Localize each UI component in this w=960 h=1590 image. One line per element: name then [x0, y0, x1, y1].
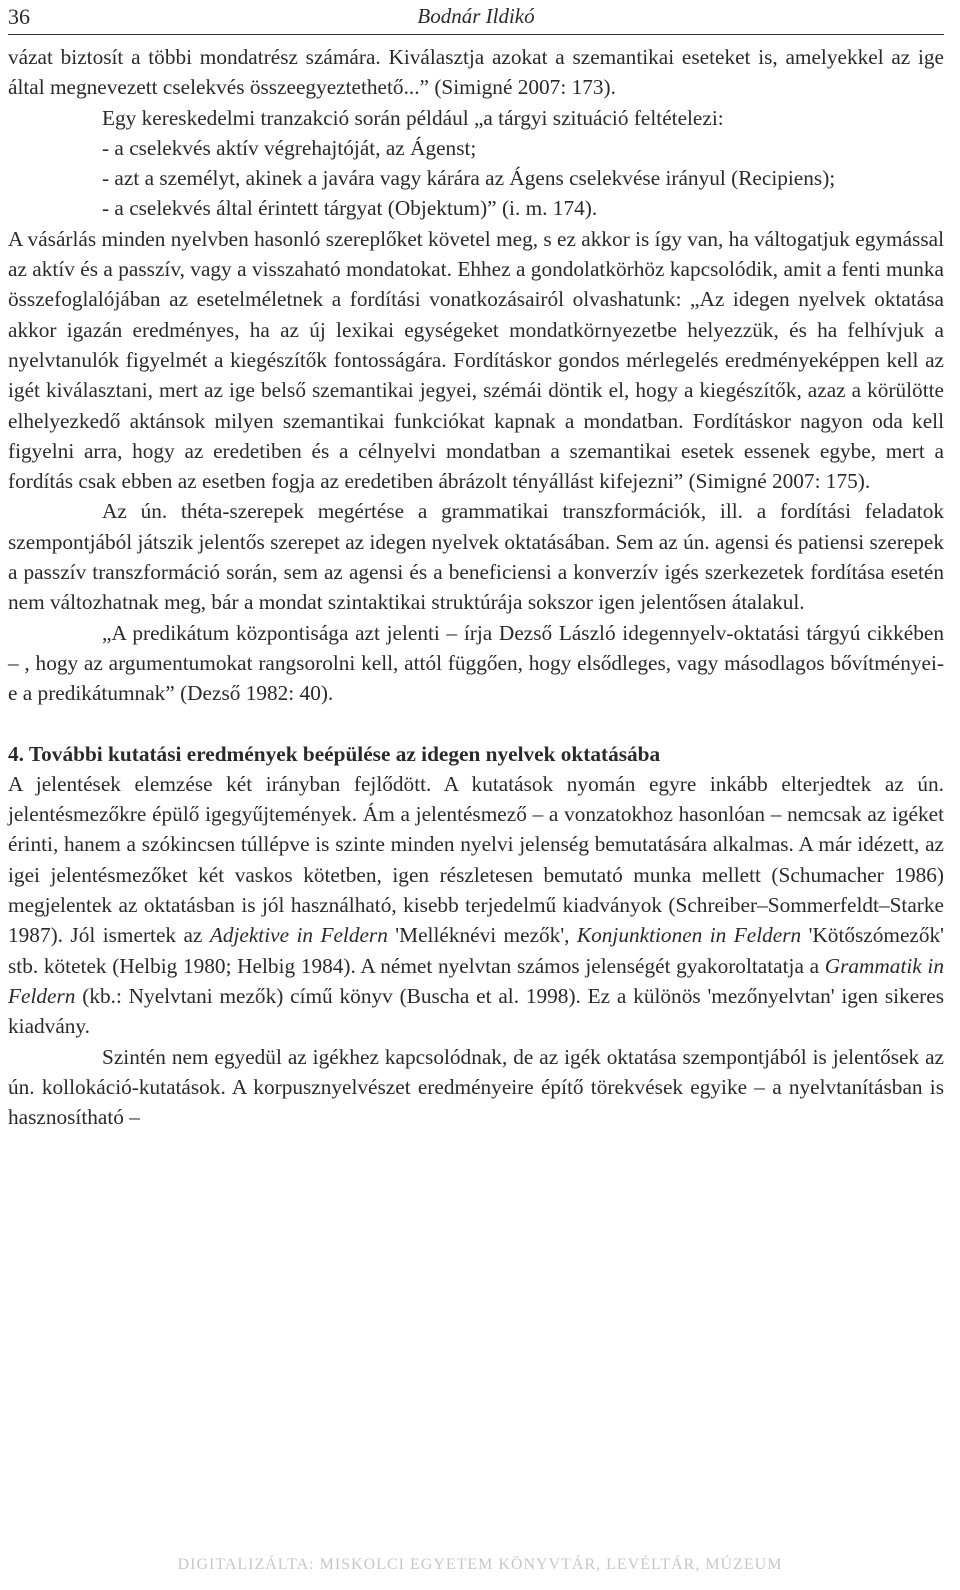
list-item: - azt a személyt, akinek a javára vagy kárára az Ágens cselekvése irányul (Recipiens); — [102, 166, 836, 191]
digitization-watermark: DIGITALIZÁLTA: MISKOLCI EGYETEM KÖNYVTÁR, LEVÉLTÁR, MÚZEUM — [177, 1556, 783, 1573]
paragraph — [8, 769, 944, 1042]
paragraph: A vásárlás minden nyelvben hasonló szereplőket követel meg, s ez akkor is így van, ha váltogatjuk egymással az aktív és a passzív, vagy a visszaható mondatokat. Ehhez a gondolatkörhöz kapcsolódik, amit a fenti munka összefoglalójában az esetelméletnek a fordítási vonatkozásairól olvashatunk: „Az idegen nyelvek oktatása akkor igazán eredményes, ha az új lexikai egységeket mondatkörnyezetbe helyezzük, és ha felhívjuk a nyelvtanulók figyelmét a kiegészítők fontosságára. Fordításkor gondos mérlegelés eredményeképpen kell az igét kiválasztani, mert az ige belső szemantikai jegyei, szémái döntik el, hogy a kiegészítők, azaz a körülötte elhelyezkedő aktánsok milyen szemantikai funkciókat kapnak a mondatban. Fordításkor nagyon oda kell figyelni arra, hogy az eredetiben és a célnyelvi mondatban a szemantikai esetek essenek egybe, mert a fordítás csak ebben az esetben fogja az eredetiben ábrázolt tényállást kifejezni” (Simigné 2007: 175). — [8, 226, 944, 494]
page-body — [8, 42, 944, 1132]
text-run: 'Melléknévi mezők', — [387, 923, 577, 948]
text-run: A jelentések elemzése két irányban fejlődött. A kutatások nyomán egyre inkább elterjedtek az ún. jelentésmezőkre épülő igegyűjtemények. Ám a jelentésmező – a vonzatokhoz hasonlóan – nemcsak az igéket érinti, hanem a szókincsen túllépve is szinte minden nyelvi jelenség bemutatására alkalmas. A már idézett, az igei jelentésmezőket két vaskos kötetben, igen részletesen bemutató munka mellett (Schumacher 1986) megjelentek az oktatásban is jól használható, kisebb terjedelmű kiadványok (Schreiber–Sommerfeldt–Starke 1987). Jól ismertek az — [8, 771, 944, 948]
text-run: 'Kötőszómezők' stb. kötetek (Helbig 1980; Helbig 1984). A német nyelvtan számos jelenségét gyakoroltatatja a — [8, 923, 945, 978]
section-heading: 4. További kutatási eredmények beépülése az idegen nyelvek oktatásába — [8, 741, 661, 766]
book-title: Adjektive in Feldern — [209, 923, 388, 948]
page-number: 36 — [8, 4, 30, 29]
running-head-author: Bodnár Ildikó — [417, 4, 535, 28]
paragraph: Szintén nem egyedül az igékhez kapcsolódnak, de az igék oktatása szempontjából is jelentősek az ún. kollokáció-kutatások. A korpusznyelvészet eredményeire építő törekvések egyike – a nyelvtanításban is hasznosítható – — [8, 1044, 944, 1130]
book-title: Grammatik in Feldern — [8, 953, 944, 1008]
paragraph: Egy kereskedelmi tranzakció során például „a tárgyi szituáció feltételezi: — [102, 105, 724, 130]
book-title: Konjunktionen in Feldern — [576, 923, 802, 948]
running-header — [8, 4, 944, 35]
list-item: - a cselekvés által érintett tárgyat (Objektum)” (i. m. 174). — [102, 196, 598, 221]
paragraph: vázat biztosít a többi mondatrész számára. Kiválasztja azokat a szemantikai eseteket is, amelyekkel az ige által megnevezett cselekvés összeegyeztethető...” (Simigné 2007: 173). — [8, 45, 944, 100]
paragraph: Az ún. théta-szerepek megértése a grammatikai transzformációk, ill. a fordítási feladatok szempontjából játszik jelentős szerepet az idegen nyelvek oktatásában. Sem az ún. agensi és patiensi szerepek a passzív transzformáció során, sem az agensi és a beneficiensi a konverzív igés szerkezetek fordítása esetén nem változhatnak meg, bár a mondat szintaktikai struktúrája sokszor igen jelentősen átalakul. — [8, 499, 944, 615]
list-item: - a cselekvés aktív végrehajtóját, az Ágenst; — [102, 135, 477, 160]
text-run: (kb.: Nyelvtani mezők) című könyv (Buscha et al. 1998). Ez a különös 'mezőnyelvtan' igen sikeres kiadvány. — [8, 983, 944, 1039]
paragraph: „A predikátum központisága azt jelenti – írja Dezső László idegennyelv-oktatási tárgyú cikkében – , hogy az argumentumokat rangsorolni kell, attól függően, hogy elsődleges, vagy másodlagos bővítményei-e a predikátumnak” (Dezső 1982: 40). — [8, 620, 944, 706]
